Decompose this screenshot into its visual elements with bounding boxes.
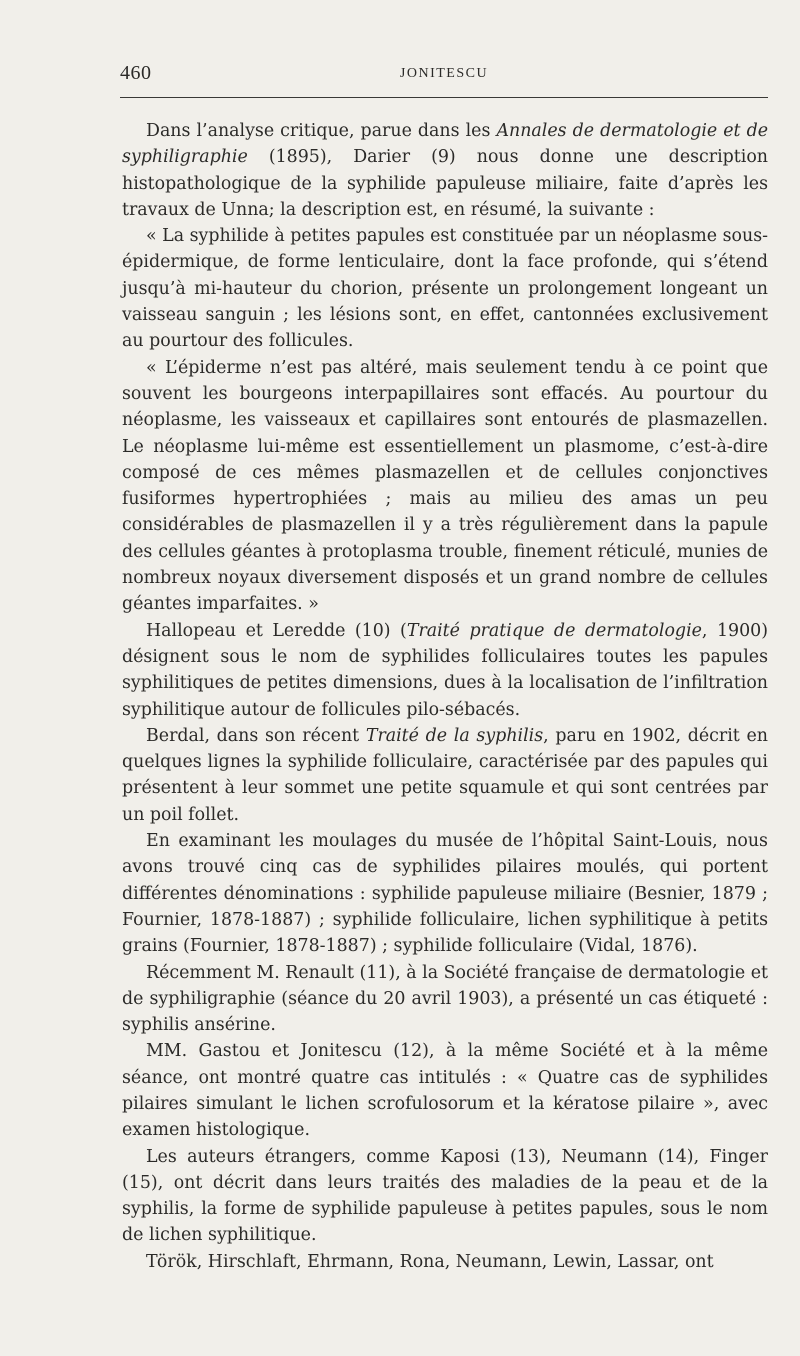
- paragraph: [122, 960, 768, 1039]
- header-rule: [120, 97, 768, 98]
- text-run: Berdal, dans son récent: [146, 725, 366, 746]
- page-header: [120, 62, 768, 92]
- text-run: Récemment M. Renault (11), à la Société française de dermatologie et de syphiligraphie (séance du 20 avril 1903), a présenté un cas étiqueté : syphilis ansérine.: [122, 962, 768, 1036]
- text-run: , paru en 1902, décrit en quelques lignes la syphilide folliculaire, caractérisée par des papules qui présentent à leur sommet une petite squamule et qui sont centrées par un poil follet.: [122, 725, 768, 825]
- paragraph: [122, 1144, 768, 1249]
- paragraph: [122, 118, 768, 223]
- page-number: 460: [120, 62, 152, 84]
- text-run: « La syphilide à petites papules est constituée par un néoplasme sous-épidermique, de forme lenticulaire, dont la face profonde, qui s’étend jusqu’à mi-hauteur du chorion, présente un prolongement longeant un vaisseau sanguin ; les lésions sont, en effet, cantonnées exclusivement au pourtour des follicules.: [122, 226, 768, 352]
- text-run: Török, Hirschlaft, Ehrmann, Rona, Neumann, Lewin, Lassar, ont: [146, 1251, 714, 1272]
- text-run: Les auteurs étrangers, comme Kaposi (13), Neumann (14), Finger (15), ont décrit dans leurs traités des maladies de la peau et de la syphilis, la forme de syphilide papuleuse à petites papules, sous le nom de lichen syphilitique.: [122, 1146, 768, 1246]
- text-run: MM. Gastou et Jonitescu (12), à la même Société et à la même séance, ont montré quatre cas intitulés : « Quatre cas de syphilides pilaires simulant le lichen scrofulosorum et la kératose pilaire », avec examen histologique.: [122, 1041, 768, 1141]
- running-head: JONITESCU: [399, 66, 489, 81]
- paragraph: [122, 723, 768, 828]
- text-run: En examinant les moulages du musée de l’hôpital Saint-Louis, nous avons trouvé cinq cas de syphilides pilaires moulés, qui portent différentes dénominations : syphilide papuleuse miliaire (Besnier, 1879 ; Fournier, 1878-1887) ; syphilide folliculaire, lichen syphilitique à petits grains (Fournier, 1878-1887) ; syphilide folliculaire (Vidal, 1876).: [122, 831, 768, 957]
- body-text: [122, 118, 768, 1275]
- book-title: Traité de la syphilis: [365, 725, 544, 746]
- paragraph: [122, 1249, 768, 1275]
- paragraph: [122, 355, 768, 618]
- paragraph: [122, 618, 768, 723]
- paragraph: [122, 828, 768, 959]
- text-run: Hallopeau et Leredde (10) (: [146, 620, 407, 641]
- journal-title: Annales de dermatologie et de syphiligraphie: [122, 121, 768, 168]
- text-run: , 1900) désignent sous le nom de syphilides folliculaires toutes les papules syphilitiques de petites dimensions, dues à la localisation de l’infiltration syphilitique autour de follicules pilo-sébacés.: [122, 620, 768, 720]
- paragraph: [122, 1038, 768, 1143]
- text-run: Dans l’analyse critique, parue dans les: [146, 121, 497, 141]
- paragraph: [122, 223, 768, 354]
- text-run: (1895), Darier (9) nous donne une description histopathologique de la syphilide papuleuse miliaire, faite d’après les travaux de Unna; la description est, en résumé, la suivante :: [122, 147, 768, 220]
- book-title: Traité pratique de dermatologie: [406, 620, 702, 641]
- text-run: « L’épiderme n’est pas altéré, mais seulement tendu à ce point que souvent les bourgeons interpapillaires sont effacés. Au pourtour du néoplasme, les vaisseaux et capillaires sont entourés de plasmazellen. Le néoplasme lui-même est essentiellement un plasmome, c’est-à-dire composé de ces mêmes plasmazellen et de cellules conjonctives fusiformes hypertrophiées ; mais au milieu des amas un peu considérables de plasmazellen il y a très régulièrement dans la papule des cellules géantes à protoplasma trouble, finement réticulé, munies de nombreux noyaux diversement disposés et un grand nombre de cellules géantes imparfaites. »: [122, 357, 768, 615]
